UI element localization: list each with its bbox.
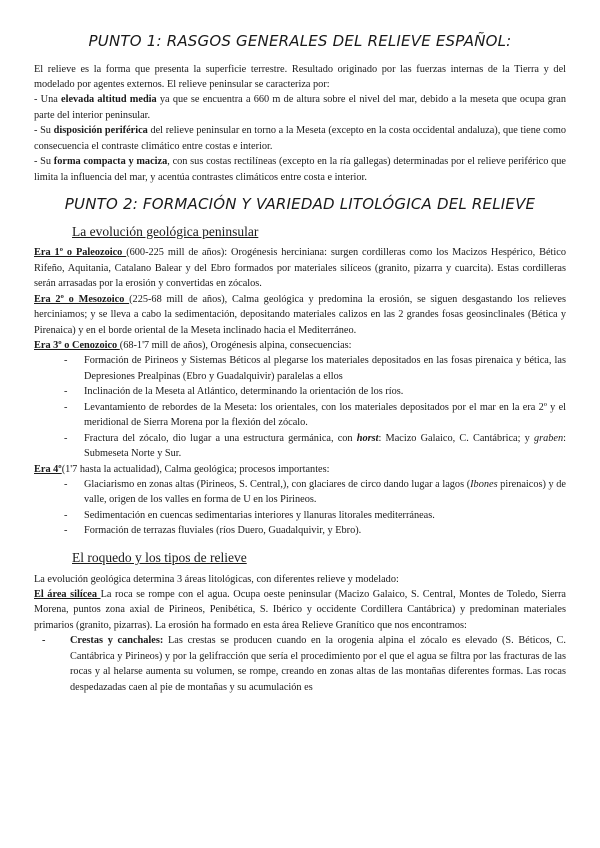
era3-list xyxy=(34,353,566,461)
list-item: - Glaciarismo en zonas altas (Pirineos, S. Central,), con glaciares de circo dando lugar a lagos (Ibones pirenaicos) y de valle, origen de los valles en forma de U en los Pirineos. xyxy=(64,477,566,508)
era2-paragraph: Era 2º o Mesozoico (225-68 mill de años), Calma geológica y predomina la erosión, se siguen desgastando los relieves herciniamos; y se lleva a cabo la sedimentación, depositando materiales calizos en las 2 grandes fosas geosinclinales (Bética y Pirenaica) y en el borde oriental de la Meseta inclinado hacia el Mediterráneo. xyxy=(34,293,566,336)
list-item: - Formación de Pirineos y Sistemas Béticos al plegarse los materiales depositados en las fosas pirenaica y bética, las Depresiones Prealpinas (Ebro y Guadalquivir) paralelas a ellos xyxy=(64,353,566,384)
era4-list xyxy=(34,477,566,539)
era1-paragraph: Era 1º o Paleozoico (600-225 mill de años): Orogénesis herciniana: surgen cordilleras como los Macizos Hespérico, Bético Rifeño, Aquitania, Catalano Balear y del Ebro formados por materiales silíceos (granito, pizarra y cuarcita). Estas cordilleras serán arrasadas por la erosión y convertidas en zócalos. xyxy=(34,247,566,290)
era4-label: Era 4º xyxy=(34,463,62,475)
list-item: - Levantamiento de rebordes de la Meseta: los orientales, con los materiales depositados por el mar en la era 2º y el meridional de Sierra Morena por la flexión del zócalo. xyxy=(64,400,566,431)
roquedo-intro: La evolución geológica determina 3 áreas litológicas, con diferentes relieve y modelado: xyxy=(34,573,399,585)
list-item: - Crestas y canchales: Las crestas se producen cuando en la orogenia alpina el zócalo es elevado (S. Béticos, C. Cantábrica y Pirineos) y por la gelifracción que sería el procedimiento por el que el agua se filtra por las fracturas de las rocas y al helarse aumenta su volumen, se rompe, creando en zonas altas de las montañas diferentes formas. Las rocas despedazadas caen al pie de montañas y su acumulación es xyxy=(34,633,566,695)
subheading-roquedo: El roquedo y los tipos de relieve xyxy=(72,549,247,565)
era1-label: Era 1º o Paleozoico xyxy=(34,247,127,259)
era2-label: Era 2º o Mesozoico xyxy=(34,293,130,305)
punto1-bullet-disposicion: - Su disposición periférica del relieve peninsular en torno a la Meseta (excepto en la costa occidental andaluza), que tiene como consecuencia el contraste climático entre costas e interior. xyxy=(34,125,567,152)
area-silicea-paragraph: El área silícea La roca se rompe con el agua. Ocupa oeste peninsular (Macizo Galaico, S. Central, Montes de Toledo, Sierra Morena, puntos zona axial de Pirineos, Penibética, S. Ibérico y occidente Cordillera Cantábrica) y predominan materiales primarios (granito, pizarras). La erosión ha formado en esta área Relieve Granítico que nos encontramos: xyxy=(34,589,566,631)
subheading-evolucion: La evolución geológica peninsular xyxy=(72,223,259,239)
list-item: - Sedimentación en cuencas sedimentarias interiores y llanuras litorales mediterráneas. xyxy=(64,508,566,523)
punto1-bullet-forma: - Su forma compacta y maciza, con sus costas rectilíneas (excepto en la ría gallegas) determinadas por el relieve periférico que limita la influencia del mar, y acentúa contrastes climáticos entre costa e interior. xyxy=(34,156,567,183)
punto1-bullet-altitud: - Una elevada altitud media ya que se encuentra a 660 m de altura sobre el nivel del mar, debido a la meseta que ocupa gran parte del interior peninsular. xyxy=(34,94,566,121)
era3-label: Era 3º o Cenozoico xyxy=(34,340,120,352)
punto1-intro: El relieve es la forma que presenta la superficie terrestre. Resultado originado por las fuerzas internas de la Tierra y del modelado por agentes externos. El relieve peninsular se caracteriza por: xyxy=(34,63,566,90)
list-item: - Formación de terrazas fluviales (ríos Duero, Guadalquivir, y Ebro). xyxy=(64,523,566,538)
punto2-title: PUNTO 2: FORMACIÓN Y VARIEDAD LITOLÓGICA DEL RELIEVE xyxy=(64,195,536,213)
list-item: - Inclinación de la Meseta al Atlántico, determinando la orientación de los ríos. xyxy=(64,384,566,399)
era3-paragraph: Era 3º o Cenozoico (68-1'7 mill de años), Orogénesis alpina, consecuencias: xyxy=(34,340,352,352)
relieve-list xyxy=(34,633,566,695)
list-item: - Fractura del zócalo, dio lugar a una estructura germánica, con horst: Macizo Galaico, C. Cantábrica; y graben: Submeseta Norte y Sur. xyxy=(64,431,566,462)
punto1-title: PUNTO 1: RASGOS GENERALES DEL RELIEVE ESPAÑOL: xyxy=(88,32,512,50)
era4-paragraph: Era 4º(1'7 hasta la actualidad), Calma geológica; procesos importantes: xyxy=(34,463,330,475)
area-silicea-label: El área silícea xyxy=(34,589,101,601)
